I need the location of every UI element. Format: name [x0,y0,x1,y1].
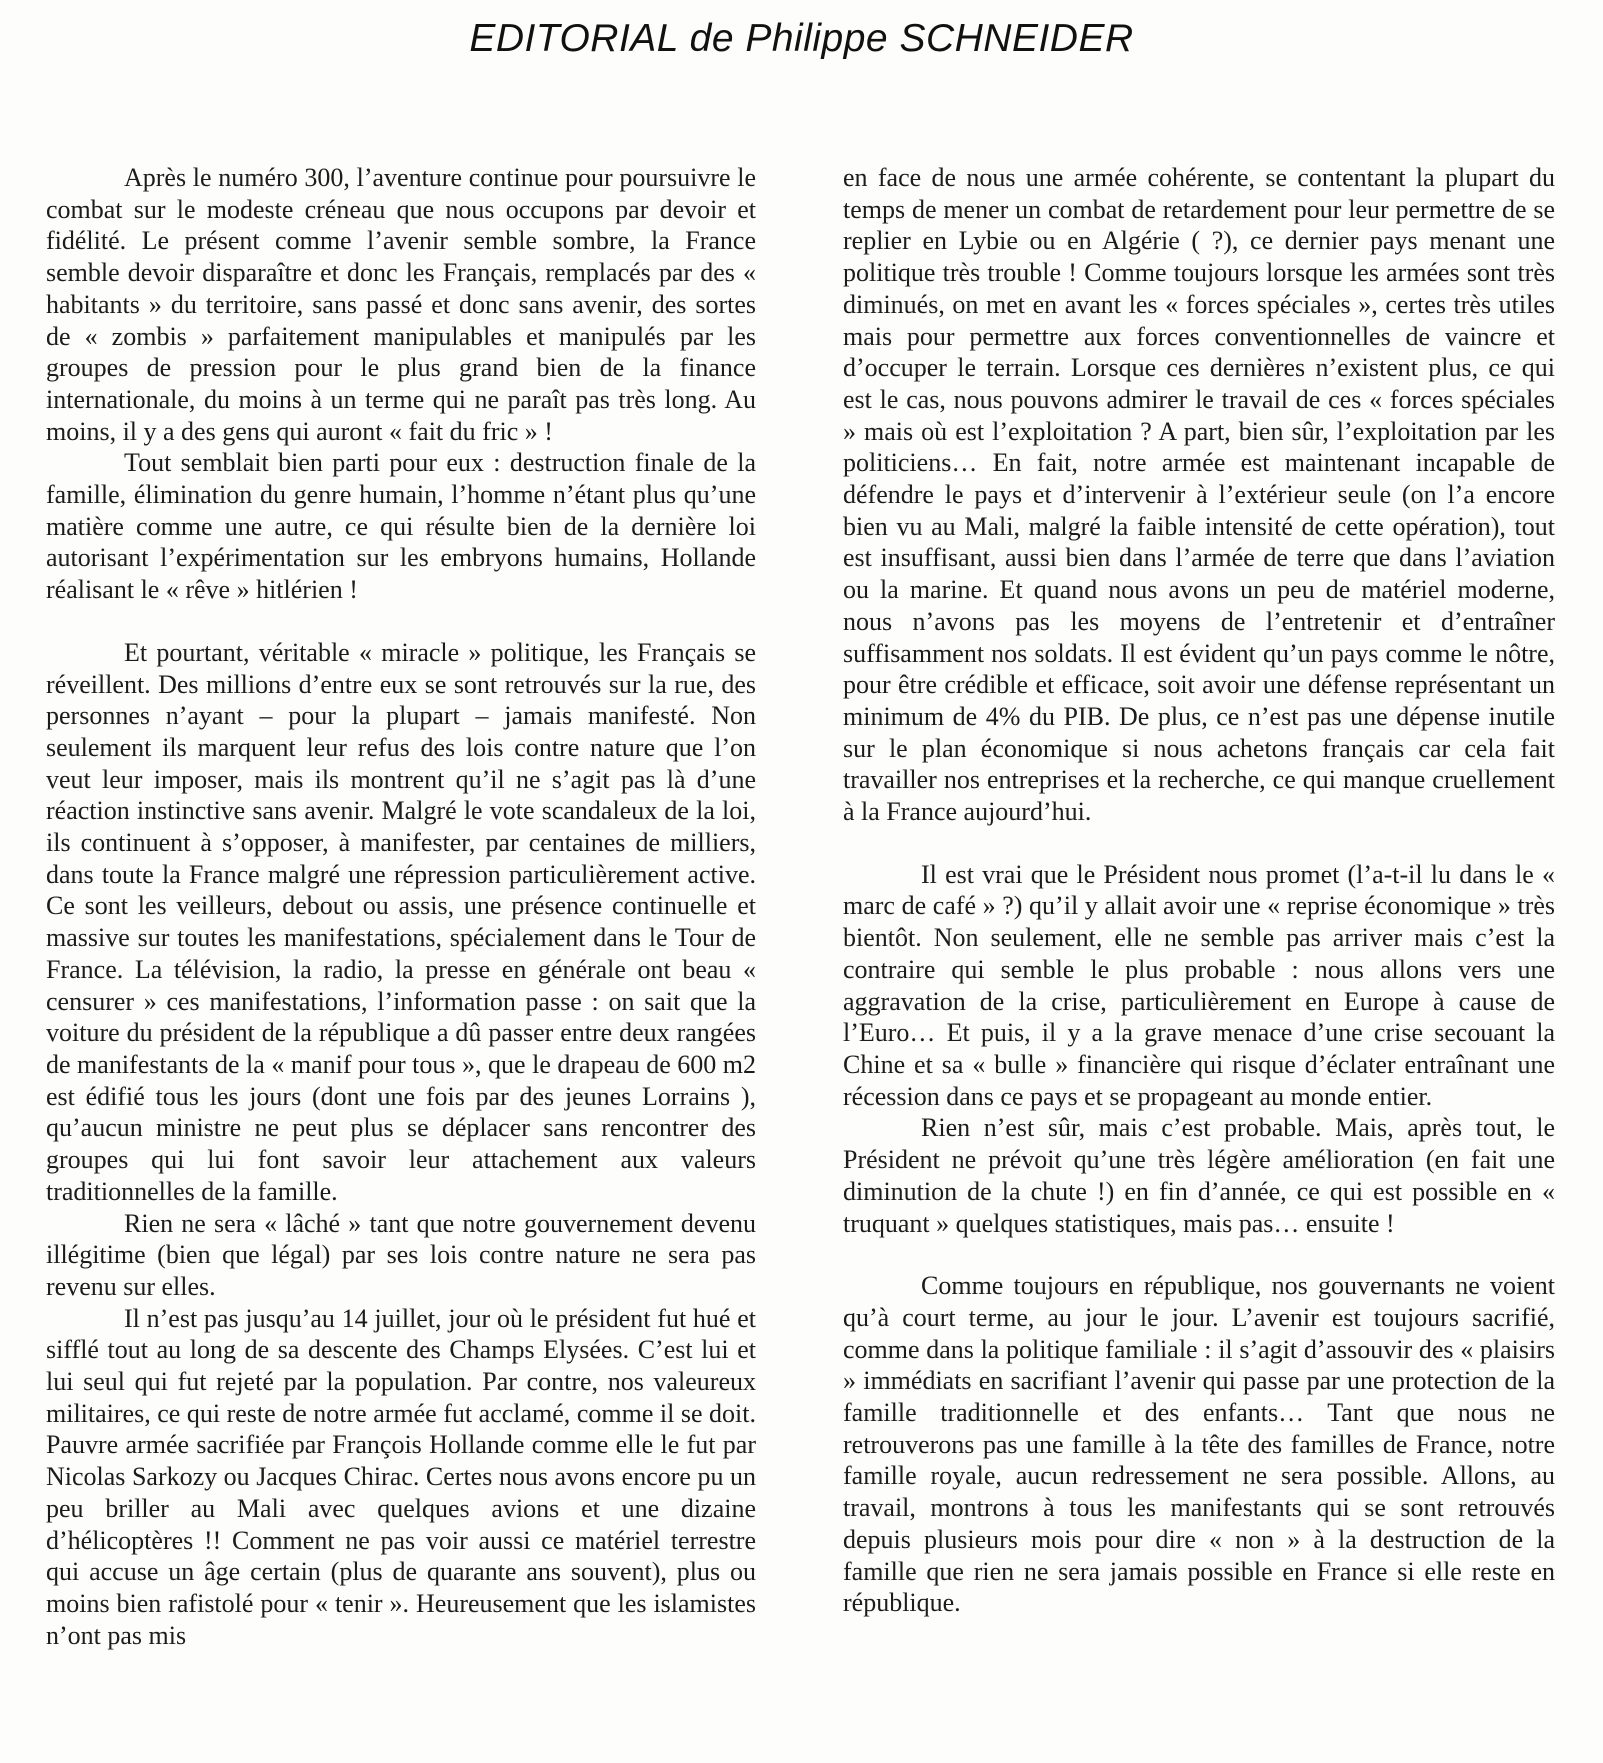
paragraph: Rien ne sera « lâché » tant que notre gouvernement devenu illégitime (bien que légal) par ses lois contre nature ne sera pas revenu sur elles. [46,1208,756,1301]
paragraph: Il n’est pas jusqu’au 14 juillet, jour où le président fut hué et sifflé tout au long de sa descente des Champs Elysées. C’est lui et lui seul qui fut rejeté par la population. Par contre, nos valeureux militaires, ce qui reste de notre armée fut acclamé, comme il se doit. Pauvre armée sacrifiée par François Hollande comme elle le fut par Nicolas Sarkozy ou Jacques Chirac. Certes nous avons encore pu un peu briller au Mali avec quelques avions et une dizaine d’hélicoptères !! Comment ne pas voir aussi ce matériel terrestre qui accuse un âge certain (plus de quarante ans souvent), plus ou moins bien rafistolé pour « tenir ». Heureusement que les islamistes n’ont pas mis [46,1303,756,1650]
paragraph: Rien n’est sûr, mais c’est probable. Mais, après tout, le Président ne prévoit qu’une très légère amélioration (en fait une diminution de la chute !) en fin d’année, ce qui est possible en « truquant » quelques statistiques, mais pas… ensuite ! [843,1113,1555,1238]
left-column [46,162,756,1651]
paragraph: Et pourtant, véritable « miracle » politique, les Français se réveillent. Des millions d’entre eux se sont retrouvés sur la rue, des personnes n’ayant – pour la plupart – jamais manifesté. Non seulement ils marquent leur refus des lois contre nature que l’on veut leur imposer, mais ils montrent qu’il ne s’agit pas là d’une réaction instinctive sans avenir. Malgré le vote scandaleux de la loi, ils continuent à s’opposer, à manifester, par centaines de milliers, dans toute la France malgré une répression particulièrement active. Ce sont les veilleurs, debout ou assis, une présence continuelle et massive sur toutes les manifestations, spécialement dans le Tour de France. La télévision, la radio, la presse en générale ont beau « censurer » ces manifestations, l’information passe : on sait que la voiture du président de la république a dû passer entre deux rangées de manifestants de la « manif pour tous », que le drapeau de 600 m2 est édifié tous les jours (dont une fois par des jeunes Lorrains ), qu’aucun ministre ne peut plus se déplacer sans rencontrer des groupes qui lui font savoir leur attachement aux valeurs traditionnelles de la famille. [46,637,756,1206]
editorial-title: EDITORIAL de Philippe SCHNEIDER [469,17,1134,60]
paragraph: en face de nous une armée cohérente, se contentant la plupart du temps de mener un combat de retardement pour leur permettre de se replier en Lybie ou en Algérie ( ?), ce dernier pays menant une politique très trouble ! Comme toujours lorsque les armées sont très diminués, on met en avant les « forces spéciales », certes très utiles mais pour permettre aux forces conventionnelles de vaincre et d’occuper le terrain. Lorsque ces dernières n’existent plus, ce qui est le cas, nous pouvons admirer le travail de ces « forces spéciales » mais où est l’exploitation ? A part, bien sûr, l’exploitation par les politiciens… En fait, notre armée est maintenant incapable de défendre le pays et d’intervenir à l’extérieur seule (on l’a encore bien vu au Mali, malgré la faible intensité de cette opération), tout est insuffisant, aussi bien dans l’armée de terre que dans l’aviation ou la marine. Et quand nous avons un peu de matériel moderne, nous n’avons pas les moyens de l’entretenir et d’entraîner suffisamment nos soldats. Il est évident qu’un pays comme le nôtre, pour être crédible et efficace, soit avoir une défense représentant un minimum de 4% du PIB. De plus, ce n’est pas une dépense inutile sur le plan économique si nous achetons français car cela fait travailler nos entreprises et la recherche, ce qui manque cruellement à la France aujourd’hui. [843,163,1555,827]
paragraph: Tout semblait bien parti pour eux : destruction finale de la famille, élimination du genre humain, l’homme n’étant plus qu’une matière comme une autre, ce qui résulte bien de la dernière loi autorisant l’expérimentation sur les embryons humains, Hollande réalisant le « rêve » hitlérien ! [46,448,756,605]
paragraph: Après le numéro 300, l’aventure continue pour poursuivre le combat sur le modeste créneau que nous occupons par devoir et fidélité. Le présent comme l’avenir semble sombre, la France semble devoir disparaître et donc les Français, remplacés par des « habitants » du territoire, sans passé et donc sans avenir, des sortes de « zombis » parfaitement manipulables et manipulés par les groupes de pression pour le plus grand bien de la finance internationale, du moins à un terme qui ne paraît pas très long. Au moins, il y a des gens qui auront « fait du fric » ! [46,163,756,446]
right-column [843,162,1555,1619]
paragraph: Comme toujours en république, nos gouvernants ne voient qu’à court terme, au jour le jour. L’avenir est toujours sacrifié, comme dans la politique familiale : il s’agit d’assouvir des « plaisirs » immédiats en sacrifiant l’avenir qui passe par une protection de la famille traditionnelle et des enfants… Tant que nous ne retrouverons pas une famille à la tête des familles de France, notre famille royale, aucun redressement ne sera possible. Allons, au travail, montrons à tous les manifestants qui se sont retrouvés depuis plusieurs mois pour dire « non » à la destruction de la famille que rien ne sera jamais possible en France si elle reste en république. [843,1271,1555,1618]
paragraph: Il est vrai que le Président nous promet (l’a-t-il lu dans le « marc de café » ?) qu’il y allait avoir une « reprise économique » très bientôt. Non seulement, elle ne semble pas arriver mais c’est la contraire qui semble le plus probable : nous allons vers une aggravation de la crise, particulièrement en Europe à cause de l’Euro… Et puis, il y a la grave menace d’une crise secouant la Chine et sa « bulle » financière qui risque d’éclater entraînant une récession dans ce pays et se propageant au monde entier. [843,859,1555,1111]
